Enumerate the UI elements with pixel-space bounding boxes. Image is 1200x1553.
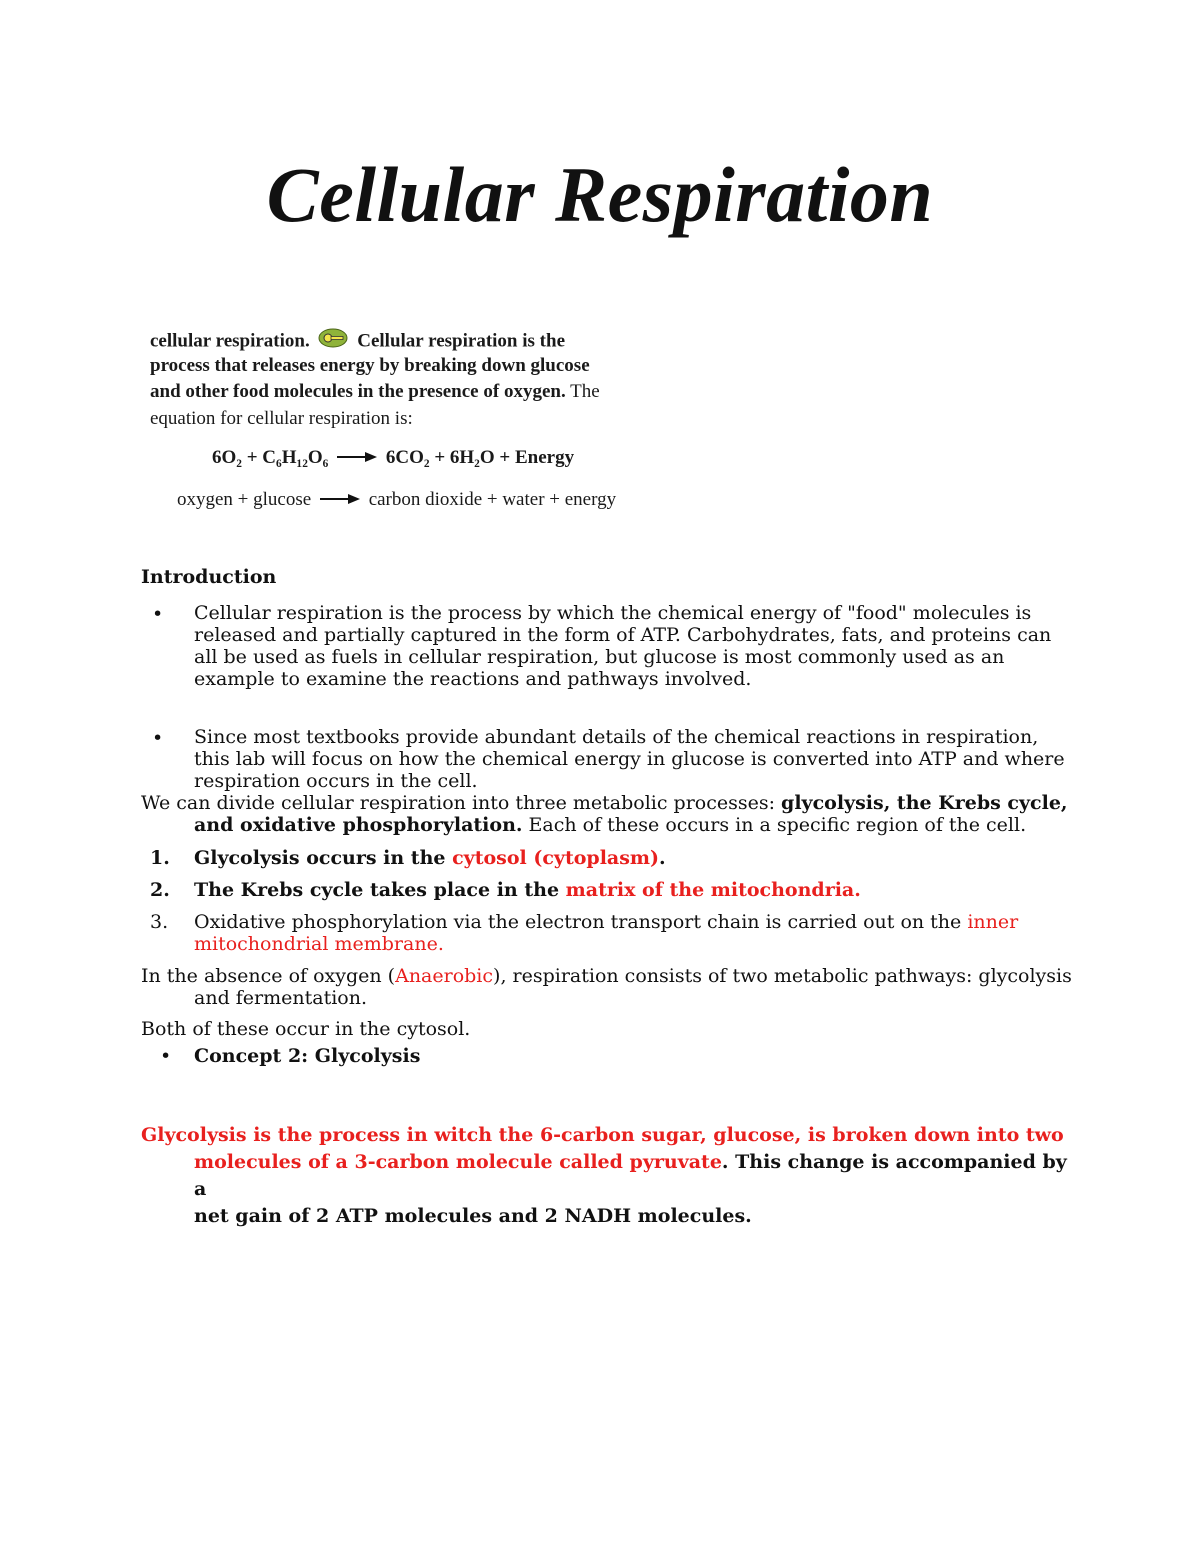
textbook-line-4: equation for cellular respiration is: [150, 408, 413, 429]
glycolysis-line-1: Glycolysis is the process in witch the 6-carbon sugar, glucose, is broken down into two [141, 1124, 1064, 1146]
bullet-icon: • [160, 1045, 172, 1067]
intro-bullet-1: Cellular respiration is the process by which the chemical energy of "food" molecules is released and partially captured in the form of ATP. Carbohydrates, fats, and proteins can all be used as fuels in cellular respiration, but glucose is most commonly used as an example to examine the reactions and pathways involved. [194, 602, 1052, 690]
step-3-location-b: mitochondrial membrane. [194, 933, 444, 955]
step-2 [194, 879, 1074, 901]
page-title: Cellular Respiration [266, 151, 934, 238]
anaerobic-pre: In the absence of oxygen ( [141, 965, 396, 987]
textbook-line-3 [150, 381, 600, 403]
step-number: 2. [150, 879, 170, 901]
step-1-end: . [659, 847, 666, 869]
concept-2-heading: Concept 2: Glycolysis [194, 1045, 421, 1067]
divide-bold-2: and oxidative phosphorylation. [194, 814, 523, 836]
step-number: 1. [150, 847, 170, 869]
glycolysis-line-3: net gain of 2 ATP molecules and 2 NADH molecules. [194, 1205, 752, 1227]
equation-reactants: 6O₂ + C₆H₁₂O₆ [212, 447, 329, 468]
glycolysis-paragraph [141, 1122, 1081, 1230]
glycolysis-line-2: . This change is accompanied by a [194, 1151, 1067, 1200]
glycolysis-line-2-red: molecules of a 3-carbon molecule called pyruvate [194, 1151, 722, 1173]
divide-paragraph [141, 792, 1081, 836]
key-icon [318, 328, 348, 354]
textbook-line-2: process that releases energy by breaking down glucose [150, 355, 590, 376]
section-heading-introduction: Introduction [141, 566, 277, 588]
word-equation-right: carbon dioxide + water + energy [368, 489, 617, 510]
anaerobic-post: ), respiration consists of two metabolic pathways: glycolysis [493, 965, 1072, 987]
step-1-location: cytosol (cytoplasm) [452, 847, 660, 869]
textbook-excerpt-figure [150, 326, 630, 521]
textbook-line-3-rest: The [565, 381, 600, 402]
step-2-location: matrix of the mitochondria. [565, 879, 861, 901]
step-2-text: The Krebs cycle takes place in the [194, 879, 566, 901]
cytosol-note: Both of these occur in the cytosol. [141, 1018, 471, 1040]
bullet-icon: • [152, 727, 164, 749]
anaerobic-paragraph [141, 965, 1081, 1009]
chemical-equation [212, 447, 574, 469]
step-number: 3. [150, 911, 169, 933]
step-1 [194, 847, 1074, 869]
word-equation-left: oxygen + glucose [177, 489, 312, 510]
divide-post: Each of these occurs in a specific region of the cell. [522, 814, 1027, 836]
textbook-line-1 [150, 328, 565, 356]
step-3-location-a: inner [967, 911, 1019, 933]
word-equation [177, 489, 616, 511]
arrow-icon [337, 447, 377, 469]
textbook-line-3-bold: and other food molecules in the presence of oxygen. [150, 381, 566, 402]
anaerobic-line-2: and fermentation. [194, 987, 368, 1009]
step-3-text: Oxidative phosphorylation via the electron transport chain is carried out on the [194, 911, 968, 933]
equation-products: 6CO₂ + 6H₂O + Energy [385, 447, 575, 468]
divide-bold: glycolysis, the Krebs cycle, [781, 792, 1068, 814]
intro-bullet-2: Since most textbooks provide abundant details of the chemical reactions in respiration, this lab will focus on how the chemical energy in glucose is converted into ATP and where respiration occurs in the cell. [194, 726, 1065, 792]
divide-pre: We can divide cellular respiration into three metabolic processes: [141, 792, 782, 814]
textbook-term: cellular respiration. [150, 330, 310, 352]
textbook-line-1-rest: Cellular respiration is the [357, 330, 566, 352]
anaerobic-term: Anaerobic [395, 965, 494, 987]
bullet-icon: • [152, 603, 164, 625]
arrow-icon [320, 489, 360, 511]
step-1-text: Glycolysis occurs in the [194, 847, 453, 869]
step-3 [194, 911, 1074, 955]
